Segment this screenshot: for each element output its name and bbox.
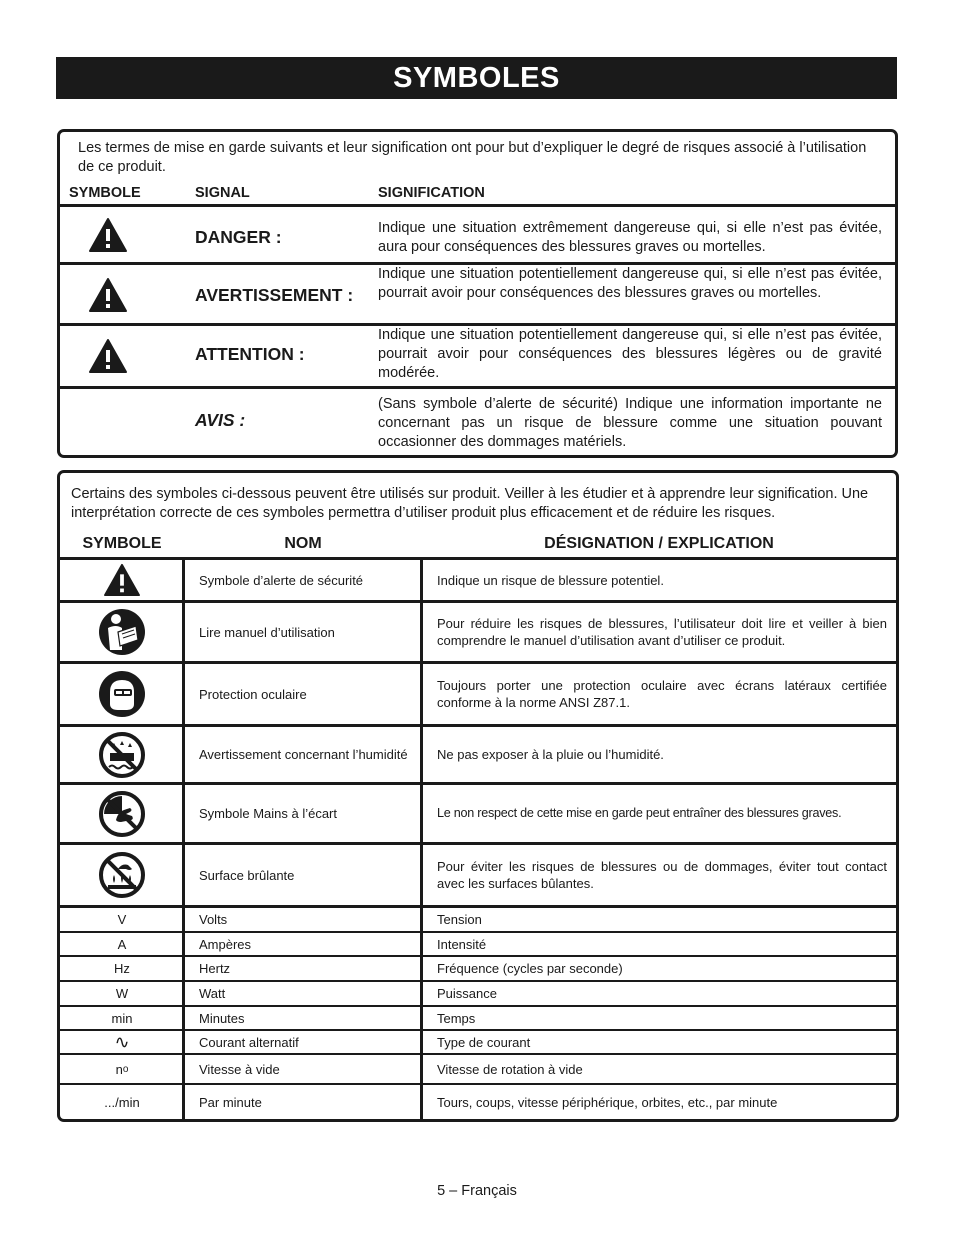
symbol-designation: Puissance <box>437 986 497 1001</box>
symbol-designation: Toujours porter une protection oculaire avec écrans latéraux certifiée conforme à la norme ANSI Z87.1. <box>437 678 887 710</box>
symbol-text <box>60 1055 184 1083</box>
signal-label: ATTENTION : <box>195 344 305 364</box>
symbol-text: Hz <box>114 961 130 976</box>
symbol-main: n <box>115 1061 123 1077</box>
symbol-name: Symbole d’alerte de sécurité <box>199 572 364 588</box>
warning-triangle-icon <box>88 217 128 253</box>
signal-intro: Les termes de mise en garde suivants et leur signification ont pour but d’expliquer le degré de risques associé à l’utilisation de ce produit. <box>78 140 867 175</box>
symbol-designation: Type de courant <box>437 1034 531 1050</box>
symbol-name: Volts <box>199 912 228 927</box>
header-symbole: SYMBOLE <box>82 535 162 552</box>
symbol-name: Par minute <box>199 1094 262 1110</box>
signal-row-warning <box>60 265 895 323</box>
symbol-name: Minutes <box>199 1010 245 1026</box>
symbol-name: Hertz <box>199 961 231 976</box>
symbol-designation: Indique un risque de blessure potentiel. <box>437 572 664 588</box>
header-symbole: SYMBOLE <box>69 185 141 201</box>
keep-hands-away-icon <box>98 790 146 838</box>
signal-words-box <box>57 129 898 458</box>
header-nom: NOM <box>284 535 322 552</box>
warning-triangle-icon <box>88 277 128 313</box>
header-designation: DÉSIGNATION / EXPLICATION <box>544 535 774 552</box>
page-footer: 5 – Français <box>437 1183 517 1199</box>
symbol-text: V <box>117 912 127 927</box>
symbol-name: Lire manuel d’utilisation <box>199 624 335 640</box>
header-signification: SIGNIFICATION <box>378 185 485 201</box>
symbol-designation: Ne pas exposer à la pluie ou l’humidité. <box>437 747 664 762</box>
symbol-name: Protection oculaire <box>199 686 307 702</box>
signal-row-caution <box>60 326 895 386</box>
page-title: SYMBOLES <box>56 57 897 99</box>
symbol-name: Avertissement concernant l’humidité <box>199 747 408 762</box>
symbol-name: Vitesse à vide <box>199 1061 280 1077</box>
symbol-designation: Tension <box>437 912 482 927</box>
symbol-designation: Pour réduire les risques de blessures, l’utilisateur doit lire et veiller à bien comprendre le manuel d’utilisation avant d’utiliser ce produit. <box>437 616 887 648</box>
symbol-text: A <box>117 936 127 952</box>
symbol-name: Ampères <box>199 936 252 952</box>
warning-triangle-icon <box>88 338 128 374</box>
header-signal: SIGNAL <box>195 185 250 201</box>
symbols-box <box>57 470 899 1122</box>
signal-label: DANGER : <box>195 227 282 247</box>
signal-row-danger <box>60 207 895 262</box>
symbol-subscript: o <box>122 1063 129 1075</box>
wet-conditions-icon <box>98 731 146 779</box>
signal-meaning: Indique une situation extrêmement dangereuse qui, si elle n’est pas évitée, aura pour conséquences des blessures graves ou mortelles. <box>378 220 882 255</box>
symbol-designation: Le non respect de cette mise en garde peut entraîner des blessures graves. <box>437 806 842 820</box>
symbol-text: .../min <box>104 1094 140 1110</box>
signal-row-notice <box>60 389 895 455</box>
hot-surface-icon <box>98 851 146 899</box>
signal-meaning: Indique une situation potentiellement dangereuse qui, si elle n’est pas évitée, pourrait avoir pour conséquences des blessures graves ou mortelles. <box>378 266 882 301</box>
symbols-intro: Certains des symboles ci-dessous peuvent être utilisés sur produit. Veiller à les étudier et à apprendre leur signification. Une interprétation correcte de ces symboles permettra d’utiliser produit plus efficacement et de réduire les risques. <box>71 486 869 521</box>
symbol-name: Surface brûlante <box>199 867 295 883</box>
symbol-designation: Pour éviter les risques de blessures ou de dommages, éviter tout contact avec les surfaces bûlantes. <box>437 859 887 891</box>
symbol-designation: Intensité <box>437 936 487 952</box>
signal-label: AVIS : <box>195 410 246 430</box>
eye-protection-icon <box>98 670 146 718</box>
ac-current-icon: ∿ <box>114 1031 130 1052</box>
symbol-name: Watt <box>199 986 226 1001</box>
symbol-designation: Tours, coups, vitesse périphérique, orbites, etc., par minute <box>437 1094 778 1110</box>
symbol-text: min <box>111 1010 133 1026</box>
symbol-text: W <box>115 986 129 1001</box>
signal-label: AVERTISSEMENT : <box>195 285 354 305</box>
signal-meaning: Indique une situation potentiellement dangereuse qui, si elle n’est pas évitée, pourrait avoir pour conséquences des blessures légères ou de gravité modérée. <box>378 327 882 381</box>
symbol-name: Symbole Mains à l’écart <box>199 806 337 821</box>
symbol-designation: Temps <box>437 1010 476 1026</box>
symbol-name: Courant alternatif <box>199 1034 299 1050</box>
warning-triangle-icon <box>102 563 142 597</box>
symbol-designation: Fréquence (cycles par seconde) <box>437 961 623 976</box>
symbol-designation: Vitesse de rotation à vide <box>437 1061 583 1077</box>
signal-meaning: (Sans symbole d’alerte de sécurité) Indique une information importante ne concernant pas un risque de blessure comme une situation pouvant occasionner des dommages matériels. <box>378 396 882 450</box>
read-manual-icon <box>98 608 146 656</box>
